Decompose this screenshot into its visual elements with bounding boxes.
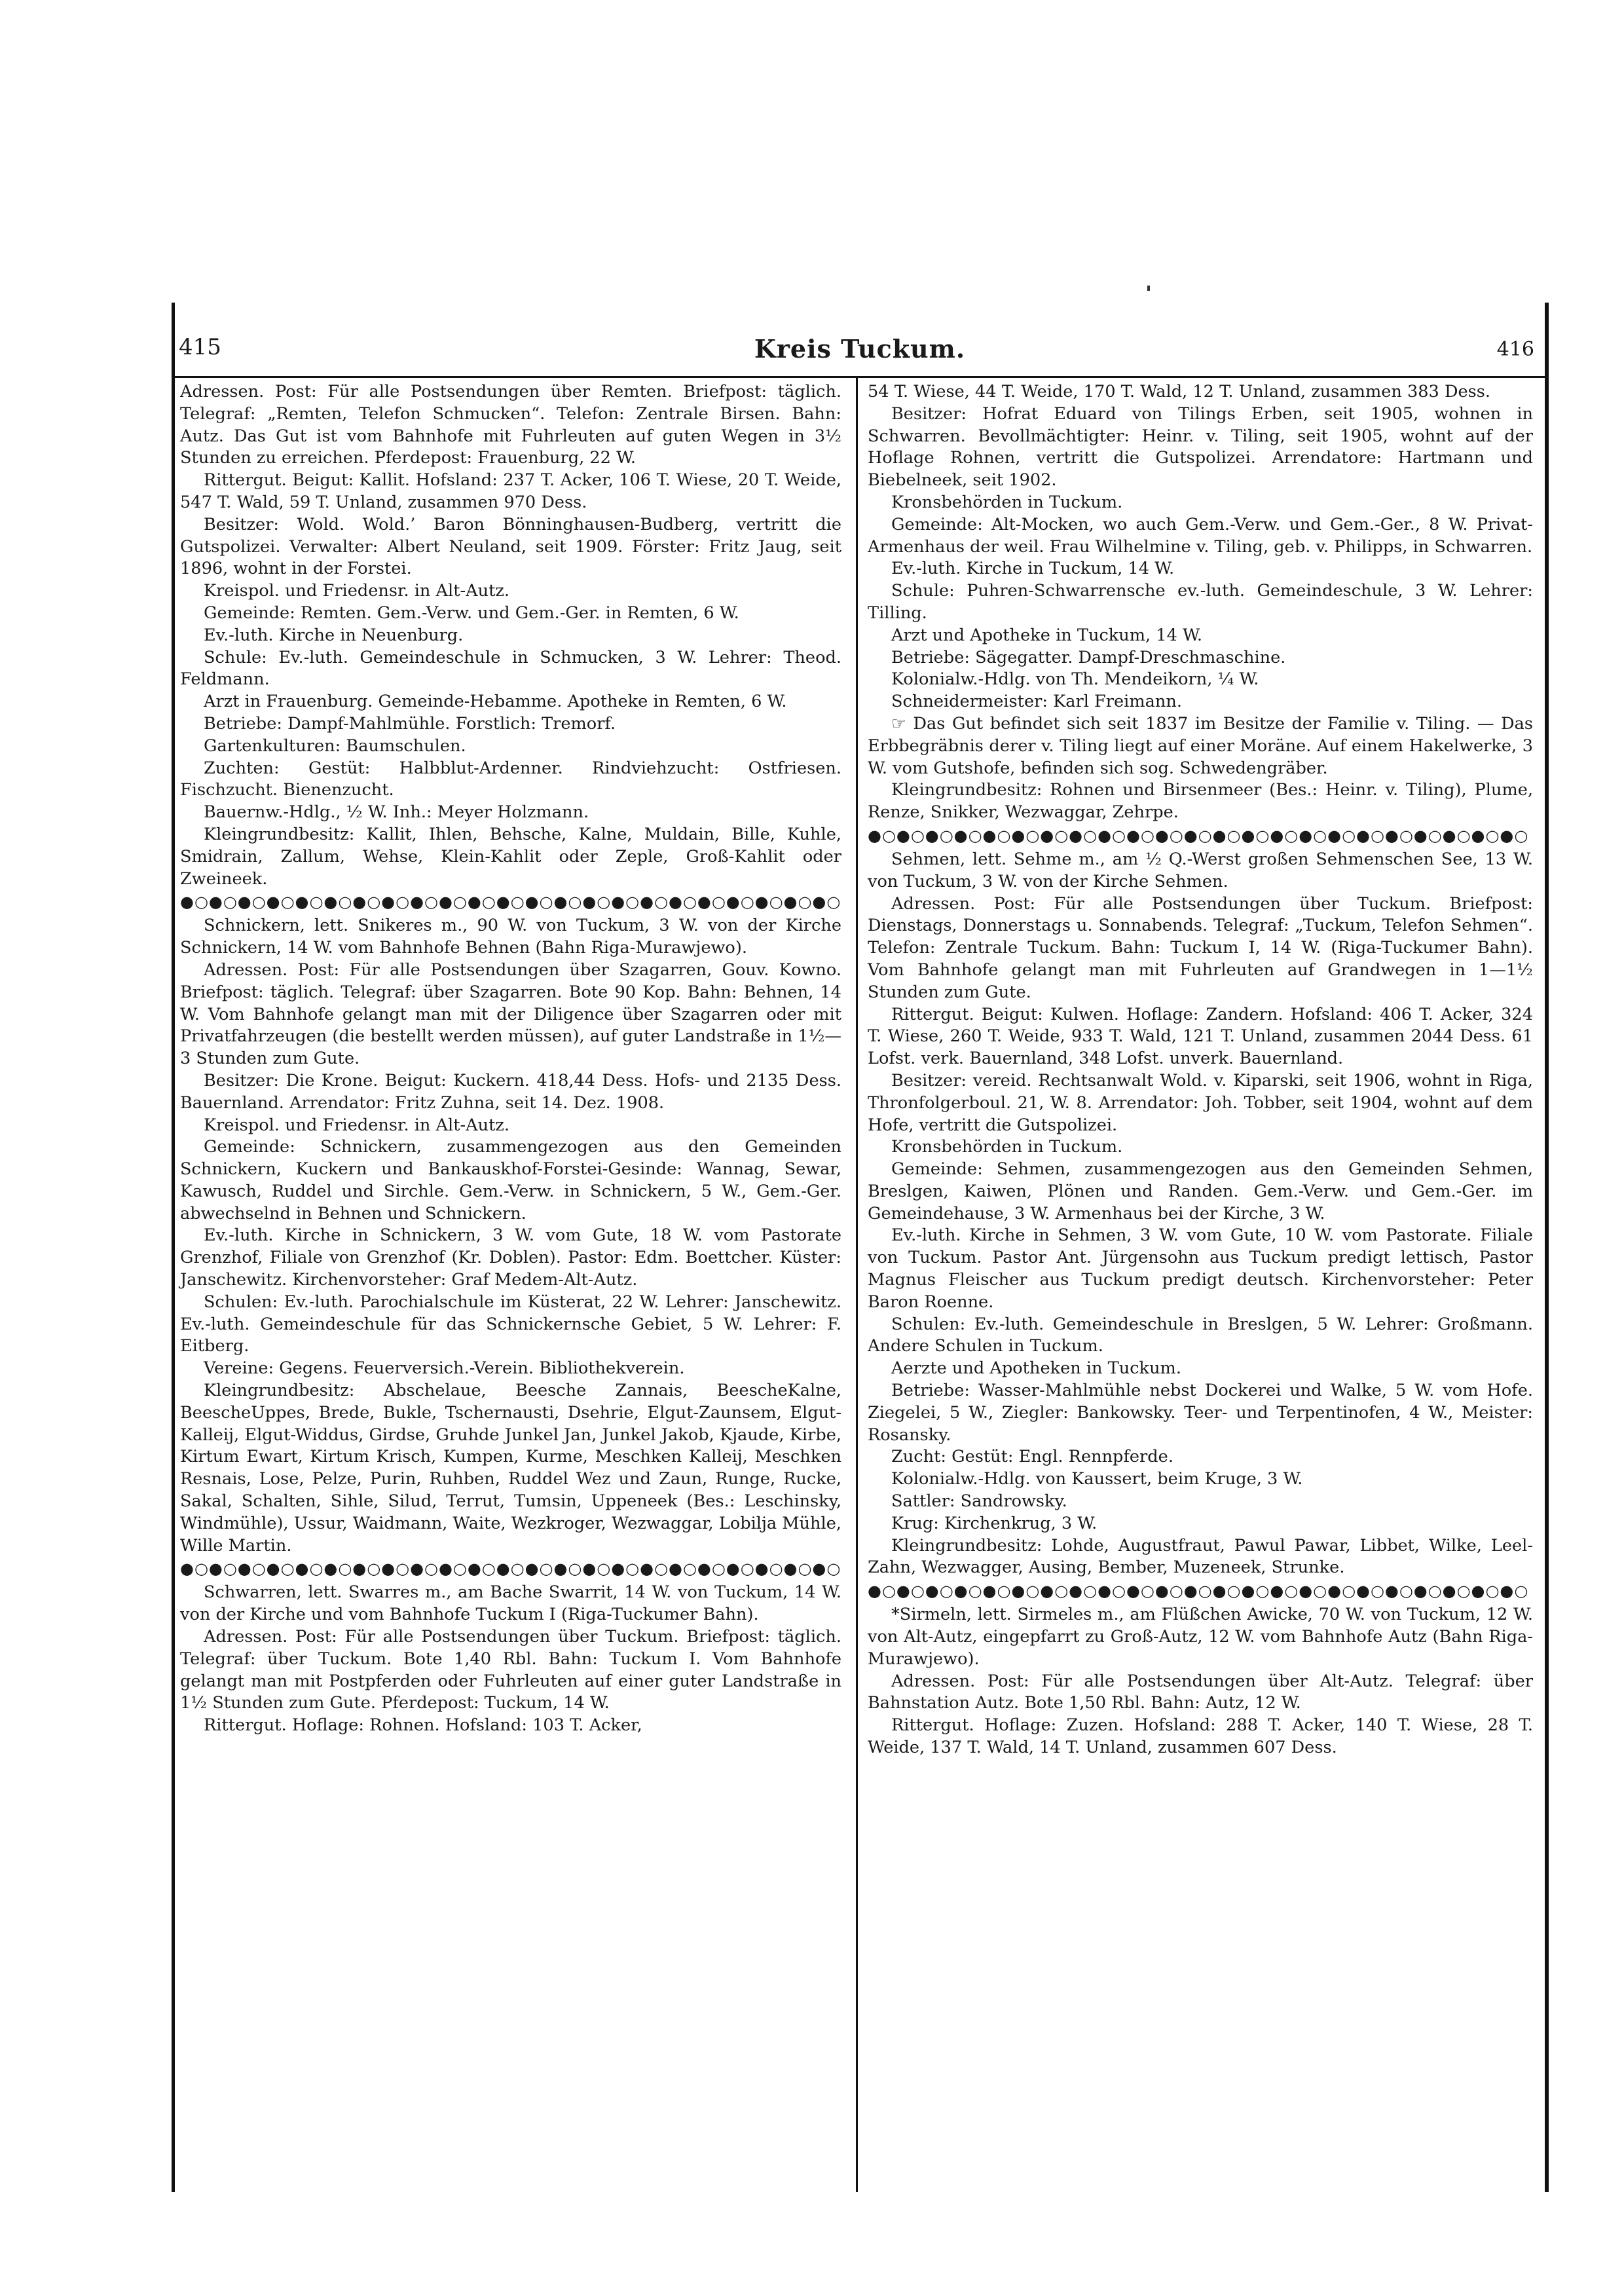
schwarren-owner: Besitzer: Hofrat Eduard von Tilings Erben, seit 1905, wohnen in Schwarren. Bevollmächtigter: Heinr. v. Tiling, seit 1905, wohnt auf der Hoflage Rohnen, vertritt die Gutspolizei. Arrendatore: Hartmann und Biebelneek, seit 1902.	[868, 403, 1533, 491]
right-page-number: 416	[1496, 338, 1534, 361]
remten-shop: Bauernw.-Hdlg., ½ W. Inh.: Meyer Holzmann.	[204, 802, 589, 823]
right-column	[868, 381, 1533, 1759]
sirmeln-addresses: Adressen. Post: Für alle Postsendungen über Alt-Autz. Telegraf: über Bahnstation Autz. Bote 1,50 Rbl. Bahn: Autz, 12 W.	[868, 1671, 1533, 1713]
schnickern-owner: Besitzer: Die Krone. Beigut: Kuckern. 418,44 Dess. Hofs- und 2135 Dess. Bauernland. Arrendator: Fritz Zuhna, seit 14. Dez. 1908.	[180, 1070, 841, 1113]
remten-rittergut: Rittergut. Beigut: Kallit. Hofsland: 237 T. Acker, 106 T. Wiese, 20 T. Weide, 547 T. Wald, 59 T. Unland, zusammen 970 Dess.	[180, 470, 841, 512]
schnickern-smallholdings: Kleingrundbesitz: Abschelaue, Beesche Zannais, BeescheKalne, BeescheUppes, Brede, Bukle, Tschernausti, Dsehrie, Elgut-Zaunsem, Elgut-Kalleij, Elgut-Widdus, Girdse, Gruhde Junkel Jan, Junkel Jakob, Kjaude, Kirbe, Kirtum Ewart, Kirtum Krisch, Kumpen, Kurme, Meschken Kalleij, Meschken Resnais, Lose, Pelze, Purin, Ruhben, Ruddel Wez und Zaun, Runge, Rucke, Sakal, Schalten, Sihle, Silud, Terrut, Tumsin, Uppeneek (Bes.: Leschinsky, Windmühle), Ussur, Waidmann, Waite, Wezkroger, Wezwaggar, Lobilja Mühle, Wille Martin.	[180, 1381, 841, 1556]
schwarren-business: Betriebe: Sägegatter. Dampf-Dreschmaschine.	[891, 647, 1286, 667]
schwarren-smallholdings: Kleingrundbesitz: Rohnen und Birsenmeer (Bes.: Heinr. v. Tiling), Plume, Renze, Snikker, Wezwaggar, Zehrpe.	[868, 780, 1533, 823]
sehmen-saddler: Sattler: Sandrowsky.	[891, 1491, 1067, 1512]
remten-business: Betriebe: Dampf-Mahlmühle. Forstlich: Tremorf.	[204, 713, 616, 734]
schwarren-school: Schule: Puhren-Schwarrensche ev.-luth. Gemeindeschule, 3 W. Lehrer: Tilling.	[868, 581, 1533, 623]
header-rule	[175, 376, 1545, 378]
sehmen-rittergut: Rittergut. Beigut: Kulwen. Hoflage: Zandern. Hofsland: 406 T. Acker, 324 T. Wiese, 260 T. Weide, 933 T. Wald, 121 T. Unland, zusammen 2044 Dess. 61 Lofst. verk. Bauernland, 348 Lofst. unverk. Bauernland.	[868, 1004, 1533, 1069]
page-header	[175, 334, 1545, 380]
ornament-divider: ●○●○●○●○●○●○●○●○●○●○●○●○●○●○●○●○●○●○●○●○●○●○●○	[868, 1583, 1529, 1599]
schnickern-police: Kreispol. und Friedensr. in Alt-Autz.	[204, 1115, 509, 1135]
schnickern-church: Ev.-luth. Kirche in Schnickern, 3 W. vom Gute, 18 W. vom Pastorate Grenzhof, Filiale von Grenzhof (Kr. Doblen). Pastor: Edm. Boettcher. Küster: Janschewitz. Kirchenvorsteher: Graf Medem-Alt-Autz.	[180, 1225, 841, 1290]
sehmen-doctors: Aerzte und Apotheken in Tuckum.	[891, 1358, 1181, 1379]
ornament-divider: ●○●○●○●○●○●○●○●○●○●○●○●○●○●○●○●○●○●○●○●○●○●○●○	[180, 894, 841, 910]
printing-speck	[1147, 286, 1150, 291]
left-page-number: 415	[179, 334, 221, 360]
schwarren-doctor: Arzt und Apotheke in Tuckum, 14 W.	[891, 625, 1202, 645]
schnickern-societies: Vereine: Gegens. Feuerversich.-Verein. Bibliothekverein.	[204, 1358, 685, 1379]
sehmen-addresses: Adressen. Post: Für alle Postsendungen über Tuckum. Briefpost: Dienstags, Donnerstags u. Sonnabends. Telegraf: „Tuckum, Telefon Sehmen“. Telefon: Zentrale Tuckum. Bahn: Tuckum I, 14 W. (Riga-Tuckumer Bahn). Vom Bahnhofe gelangt man mit Fuhrleuten auf Grandwegen in 1—1½ Stunden zum Gute.	[868, 893, 1533, 1002]
schwarren-gemeinde: Gemeinde: Alt-Mocken, wo auch Gem.-Verw. und Gem.-Ger., 8 W. Privat-Armenhaus der weil. Frau Wilhelmine v. Tiling, geb. v. Philipps, in Schwarren.	[868, 514, 1533, 557]
remten-school: Schule: Ev.-luth. Gemeindeschule in Schmucken, 3 W. Lehrer: Theod. Feldmann.	[180, 647, 841, 690]
remten-gardens: Gartenkulturen: Baumschulen.	[204, 736, 466, 756]
sehmen-entry-heading: Sehmen, lett. Sehme m., am ½ Q.-Werst großen Sehmenschen See, 13 W. von Tuckum, 3 W. von der Kirche Sehmen.	[868, 849, 1533, 891]
schwarren-entry-heading: Schwarren, lett. Swarres m., am Bache Swarrit, 14 W. von Tuckum, 14 W. von der Kirche und vom Bahnhofe Tuckum I (Riga-Tuckumer Bahn).	[180, 1582, 841, 1625]
remten-church: Ev.-luth. Kirche in Neuenburg.	[204, 625, 464, 645]
column-divider	[856, 376, 858, 2192]
schwarren-tailor: Schneidermeister: Karl Freimann.	[891, 692, 1182, 712]
left-column	[180, 381, 841, 1737]
schwarren-crown-offices: Kronsbehörden in Tuckum.	[891, 492, 1123, 512]
schwarren-addresses: Adressen. Post: Für alle Postsendungen über Tuckum. Briefpost: täglich. Telegraf: über Tuckum. Bote 1,40 Rbl. Bahn: Tuckum I. Vom Bahnhofe gelangt man mit Postpferden oder Fuhrleuten auf einer guter Landstraße in 1½ Stunden zum Gute. Pferdepost: Tuckum, 14 W.	[180, 1627, 841, 1713]
sehmen-schools: Schulen: Ev.-luth. Gemeindeschule in Breslgen, 5 W. Lehrer: Großmann. Andere Schulen in Tuckum.	[868, 1314, 1533, 1356]
schnickern-addresses: Adressen. Post: Für alle Postsendungen über Szagarren, Gouv. Kowno. Briefpost: täglich. Telegraf: über Szagarren. Bote 90 Kop. Bahn: Behnen, 14 W. Vom Bahnhofe gelangt man mit der Diligence über Szagarren oder mit Privatfahrzeugen (die bestellt werden müssen), auf guter Landstraße in 1½—3 Stunden zum Gute.	[180, 960, 841, 1069]
remten-breeding: Zuchten: Gestüt: Halbblut-Ardenner. Rindviehzucht: Ostfriesen. Fischzucht. Bienenzucht.	[180, 758, 841, 800]
remten-police: Kreispol. und Friedensr. in Alt-Autz.	[204, 581, 509, 601]
sehmen-owner: Besitzer: vereid. Rechtsanwalt Wold. v. Kiparski, seit 1906, wohnt in Riga, Thronfolgerboul. 21, W. 8. Arrendator: Joh. Tobber, seit 1904, wohnt auf dem Hofe, vertritt die Gutspolizei.	[868, 1070, 1533, 1135]
ornament-divider: ●○●○●○●○●○●○●○●○●○●○●○●○●○●○●○●○●○●○●○●○●○●○●○	[180, 1561, 841, 1577]
sehmen-business: Betriebe: Wasser-Mahlmühle nebst Dockerei und Walke, 5 W. vom Hofe. Ziegelei, 5 W., Ziegler: Bankowsky. Teer- und Terpentinofen, 4 W., Meister: Rosansky.	[868, 1381, 1533, 1445]
schwarren-rittergut: Rittergut. Hoflage: Rohnen. Hofsland: 103 T. Acker,	[204, 1715, 642, 1736]
sehmen-breeding: Zucht: Gestüt: Engl. Rennpferde.	[891, 1447, 1173, 1467]
remten-gemeinde: Gemeinde: Remten. Gem.-Verw. und Gem.-Ger. in Remten, 6 W.	[204, 603, 739, 623]
sehmen-smallholdings: Kleingrundbesitz: Lohde, Augustfraut, Pawul Pawar, Libbet, Wilke, Leel-Zahn, Wezwagger, Ausing, Bember, Muzeneek, Strunke.	[868, 1535, 1533, 1578]
sehmen-inn: Krug: Kirchenkrug, 3 W.	[891, 1513, 1098, 1533]
schwarren-land: 54 T. Wiese, 44 T. Weide, 170 T. Wald, 12 T. Unland, zusammen 383 Dess.	[868, 382, 1491, 401]
sehmen-shop: Kolonialw.-Hdlg. von Kaussert, beim Kruge, 3 W.	[891, 1469, 1303, 1489]
sehmen-crown-offices: Kronsbehörden in Tuckum.	[891, 1137, 1123, 1157]
remten-doctor: Arzt in Frauenburg. Gemeinde-Hebamme. Apotheke in Remten, 6 W.	[204, 692, 787, 712]
schnickern-schools: Schulen: Ev.-luth. Parochialschule im Küsterat, 22 W. Lehrer: Janschewitz. Ev.-luth. Gemeindeschule für das Schnickernsche Gebiet, 5 W. Lehrer: F. Eitberg.	[180, 1292, 841, 1356]
remten-smallholdings: Kleingrundbesitz: Kallit, Ihlen, Behsche, Kalne, Muldain, Bille, Kuhle, Smidrain, Zallum, Wehse, Klein-Kahlit oder Zeple, Groß-Kahlit oder Zweineek.	[180, 824, 841, 889]
remten-addresses: Adressen. Post: Für alle Postsendungen über Remten. Briefpost: täglich. Telegraf: „Remten, Telefon Schmucken“. Telefon: Zentrale Birsen. Bahn: Autz. Das Gut ist vom Bahnhofe mit Fuhrleuten auf guten Wegen in 3½ Stunden zu erreichen. Pferdepost: Frauenburg, 22 W.	[180, 382, 841, 468]
sehmen-church: Ev.-luth. Kirche in Sehmen, 3 W. vom Gute, 10 W. vom Pastorate. Filiale von Tuckum. Pastor Ant. Jürgensohn aus Tuckum predigt lettisch, Pastor Magnus Fleischer aus Tuckum predigt deutsch. Kirchenvorsteher: Peter Baron Roenne.	[868, 1225, 1533, 1312]
schwarren-history-note: ☞ Das Gut befindet sich seit 1837 im Besitze der Familie v. Tiling. — Das Erbbegräbnis derer v. Tiling liegt auf einer Moräne. Auf einem Hakelwerke, 3 W. vom Gutshofe, befinden sich sog. Schwedengräber.	[868, 713, 1533, 778]
schwarren-shop: Kolonialw.-Hdlg. von Th. Mendeikorn, ¼ W.	[891, 669, 1259, 690]
schwarren-church: Ev.-luth. Kirche in Tuckum, 14 W.	[891, 559, 1175, 579]
sehmen-gemeinde: Gemeinde: Sehmen, zusammengezogen aus den Gemeinden Sehmen, Breslgen, Kaiwen, Plönen und Randen. Gem.-Verw. und Gem.-Ger. im Gemeindehause, 3 W. Armenhaus bei der Kirche, 3 W.	[868, 1159, 1533, 1223]
ornament-divider: ●○●○●○●○●○●○●○●○●○●○●○●○●○●○●○●○●○●○●○●○●○●○●○	[868, 827, 1529, 844]
page-frame	[172, 303, 1549, 2192]
sirmeln-rittergut: Rittergut. Hoflage: Zuzen. Hofsland: 288 T. Acker, 140 T. Wiese, 28 T. Weide, 137 T. Wald, 14 T. Unland, zusammen 607 Dess.	[868, 1715, 1533, 1758]
remten-owner: Besitzer: Wold. Wold.’ Baron Bönninghausen-Budberg, vertritt die Gutspolizei. Verwalter: Albert Neuland, seit 1909. Förster: Fritz Jaug, seit 1896, wohnt in der Forstei.	[180, 514, 841, 579]
schnickern-entry-heading: Schnickern, lett. Snikeres m., 90 W. von Tuckum, 3 W. von der Kirche Schnickern, 14 W. vom Bahnhofe Behnen (Bahn Riga-Murawjewo).	[180, 916, 841, 958]
sirmeln-entry-heading: *Sirmeln, lett. Sirmeles m., am Flüßchen Awicke, 70 W. von Tuckum, 12 W. von Alt-Autz, eingepfarrt zu Groß-Autz, 12 W. vom Bahnhofe Autz (Bahn Riga-Murawjewo).	[868, 1605, 1533, 1669]
schnickern-gemeinde: Gemeinde: Schnickern, zusammengezogen aus den Gemeinden Schnickern, Kuckern und Bankauskhof-Forstei-Gesinde: Wannag, Sewar, Kawusch, Ruddel und Sirchle. Gem.-Verw. in Schnickern, 5 W., Gem.-Ger. abwechselnd in Behnen und Schnickern.	[180, 1137, 841, 1223]
running-title: Kreis Tuckum.	[754, 334, 966, 364]
